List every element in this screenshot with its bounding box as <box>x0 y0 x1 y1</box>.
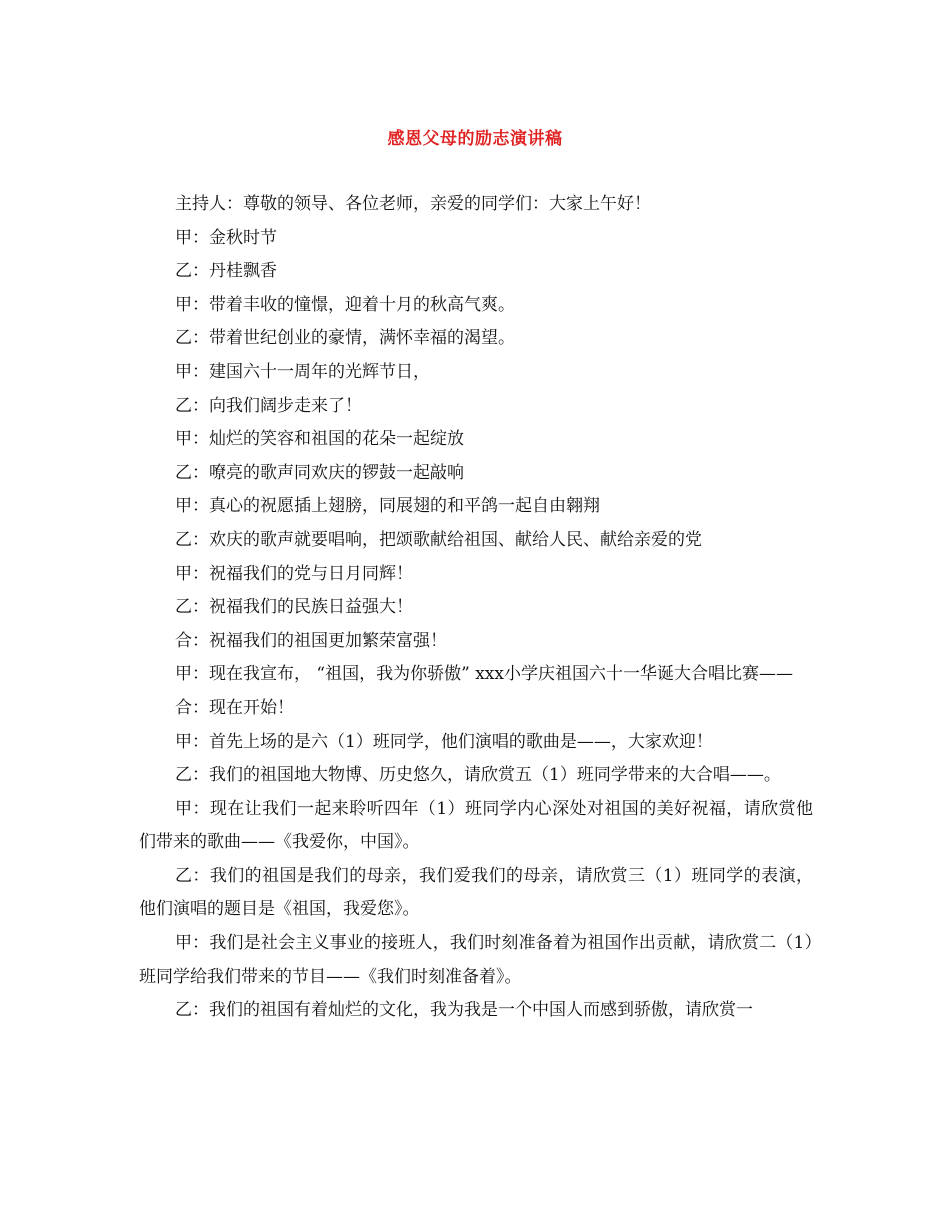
paragraph: 主持人：尊敬的领导、各位老师，亲爱的同学们：大家上午好！ <box>175 194 651 214</box>
paragraph: 甲：真心的祝愿插上翅膀，同展翅的和平鸽一起自由翱翔 <box>175 496 600 517</box>
paragraph: 乙：嘹亮的歌声同欢庆的锣鼓一起敲响 <box>175 462 464 483</box>
paragraph: 甲：首先上场的是六（1）班同学，他们演唱的歌曲是——，大家欢迎！ <box>175 731 713 752</box>
paragraph: 甲：建国六十一周年的光辉节日， <box>175 361 430 382</box>
paragraph: 乙：我们的祖国有着灿烂的文化，我为我是一个中国人而感到骄傲，请欣赏一 <box>175 1000 753 1021</box>
paragraph: 乙：欢庆的歌声就要唱响，把颂歌献给祖国、献给人民、献给亲爱的党 <box>175 529 702 550</box>
document-body <box>139 188 813 1028</box>
paragraph: 甲：金秋时节 <box>175 227 277 248</box>
paragraph: 甲：灿烂的笑容和祖国的花朵一起绽放 <box>175 429 464 450</box>
paragraph: 合：祝福我们的祖国更加繁荣富强！ <box>175 630 447 651</box>
paragraph: 甲：我们是社会主义事业的接班人，我们时刻准备着为祖国作出贡献，请欣赏二（1）班同学给我们带来的节目——《我们时刻准备着》。 <box>139 933 813 987</box>
paragraph: 甲：祝福我们的党与日月同辉！ <box>175 563 413 584</box>
paragraph: 甲：带着丰收的憧憬，迎着十月的秋高气爽。 <box>175 294 515 315</box>
paragraph: 甲：现在我宣布， “祖国，我为你骄傲” xxx小学庆祖国六十一华诞大合唱比赛—— <box>175 664 793 685</box>
document-title: 感恩父母的励志演讲稿 <box>387 129 563 149</box>
paragraph: 乙：丹桂飘香 <box>175 261 277 282</box>
paragraph: 乙：我们的祖国地大物博、历史悠久，请欣赏五（1）班同学带来的大合唱——。 <box>175 765 781 786</box>
paragraph: 乙：祝福我们的民族日益强大！ <box>175 597 413 618</box>
paragraph: 乙：带着世纪创业的豪情，满怀幸福的渴望。 <box>175 328 515 349</box>
paragraph: 乙：向我们阔步走来了！ <box>175 395 362 416</box>
paragraph: 乙：我们的祖国是我们的母亲，我们爱我们的母亲，请欣赏三（1）班同学的表演，他们演唱的题目是《祖国，我爱您》。 <box>139 865 813 920</box>
paragraph: 合：现在开始！ <box>175 697 294 718</box>
paragraph: 甲：现在让我们一起来聆听四年（1）班同学内心深处对祖国的美好祝福，请欣赏他们带来的歌曲——《我爱你，中国》。 <box>139 798 813 853</box>
